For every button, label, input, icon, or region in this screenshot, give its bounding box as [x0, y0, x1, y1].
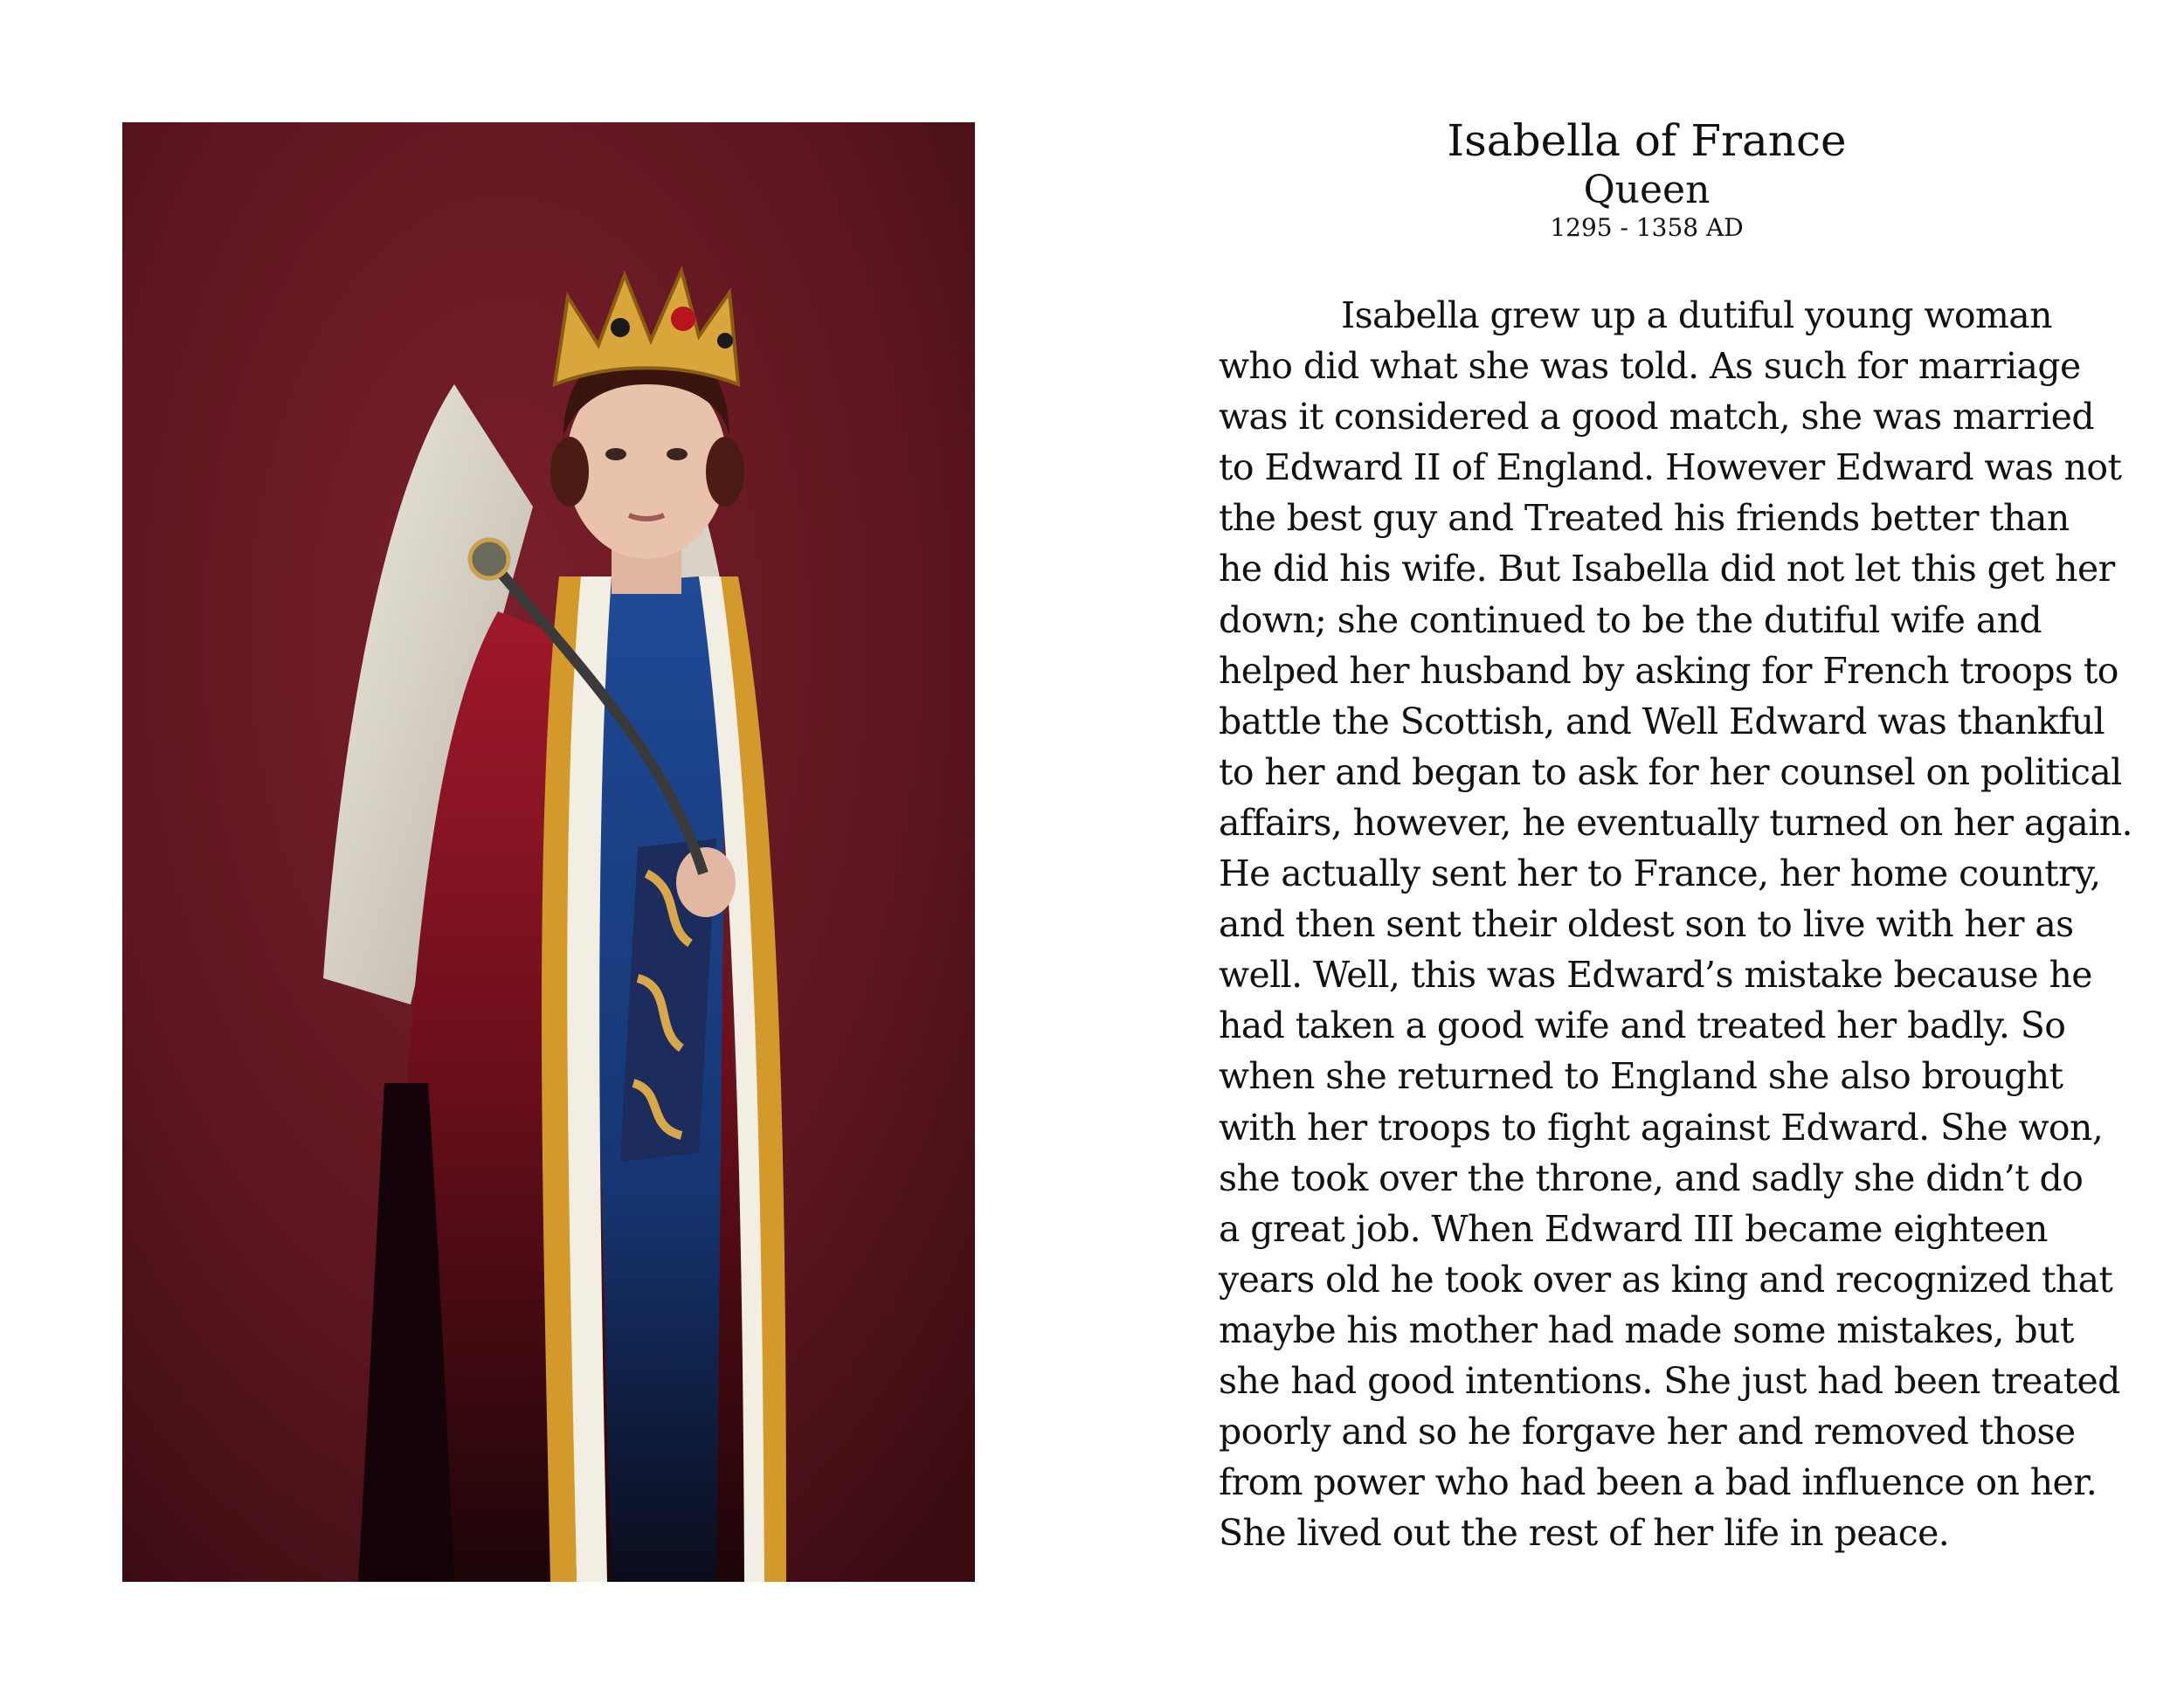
text-line: She lived out the rest of her life in peace. [1219, 1512, 1950, 1555]
text-column [1219, 114, 2132, 1558]
text-line: poorly and so he forgave her and removed those [1219, 1411, 2076, 1453]
text-line: with her troops to fight against Edward. She won, [1219, 1106, 2104, 1149]
text-line: she took over the throne, and sadly she didn’t do [1219, 1156, 2084, 1199]
text-line: He actually sent her to France, her home country, [1219, 852, 2101, 895]
text-line: battle the Scottish, and Well Edward was thankful [1219, 700, 2105, 742]
hand [676, 847, 736, 917]
biography-paragraph [1219, 290, 2132, 1558]
text-line: affairs, however, he eventually turned on her again. [1219, 801, 2132, 844]
text-line: had taken a good wife and treated her badly. So [1219, 1004, 2066, 1047]
crown-jewel [671, 307, 695, 331]
person-dates: 1295 - 1358 AD [1550, 213, 1744, 242]
person-role: Queen [1583, 168, 1711, 212]
text-line: years old he took over as king and recognized that [1219, 1258, 2113, 1301]
text-line: and then sent their oldest son to live with her as [1219, 903, 2074, 946]
text-line: he did his wife. But Isabella did not let this get her [1219, 548, 2115, 590]
text-line: was it considered a good match, she was married [1219, 396, 2094, 438]
text-line: to her and began to ask for her counsel on political [1219, 750, 2122, 793]
text-line: Isabella grew up a dutiful young woman [1341, 294, 2052, 336]
text-line: a great job. When Edward III became eighteen [1219, 1207, 2048, 1250]
portrait-illustration [122, 122, 975, 1582]
portrait-photo [122, 122, 975, 1582]
person-name: Isabella of France [1447, 115, 1847, 166]
text-line: she had good intentions. She just had been treated [1219, 1359, 2120, 1402]
text-line: who did what she was told. As such for marriage [1219, 345, 2081, 388]
text-line: well. Well, this was Edward’s mistake because he [1219, 954, 2092, 997]
text-line: down; she continued to be the dutiful wife and [1219, 598, 2042, 641]
text-line: from power who had been a bad influence on her. [1219, 1461, 2098, 1504]
text-line: when she returned to England she also brought [1219, 1055, 2063, 1098]
text-line: helped her husband by asking for French troops to [1219, 649, 2118, 692]
header [1219, 114, 2075, 243]
text-line: the best guy and Treated his friends better than [1219, 497, 2070, 540]
text-line: maybe his mother had made some mistakes, but [1219, 1308, 2074, 1351]
text-line: to Edward II of England. However Edward was not [1219, 446, 2122, 489]
brooch [470, 540, 508, 578]
